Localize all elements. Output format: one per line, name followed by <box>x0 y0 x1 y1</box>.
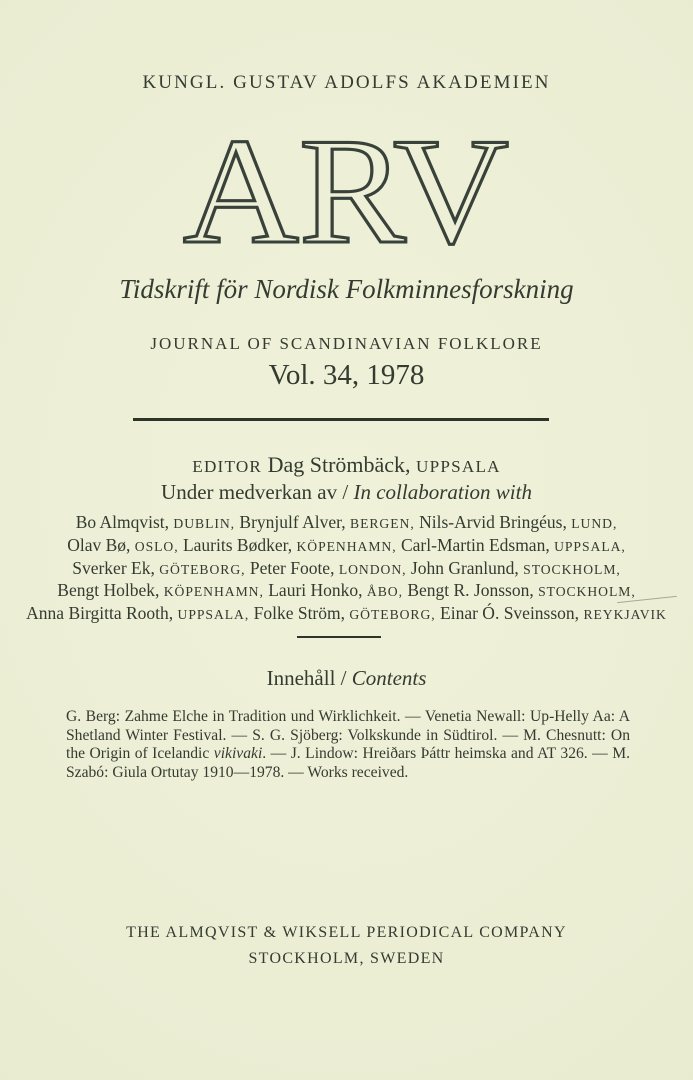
text-segment: BERGEN, <box>350 516 415 531</box>
arv-logo-text: ARV <box>183 118 509 270</box>
text-segment: Dag Strömbäck, <box>262 452 417 477</box>
text-segment: Bengt R. Jonsson, <box>402 580 539 601</box>
collaborators-list <box>0 512 693 626</box>
text-segment: Folke Ström, <box>249 603 350 624</box>
text-segment: EDITOR <box>192 457 263 476</box>
text-segment: UPPSALA, <box>177 607 250 623</box>
collaborators-line-1 <box>0 512 693 535</box>
text-segment: STOCKHOLM, <box>538 584 636 600</box>
text-segment: Brynjulf Alver, <box>235 512 351 532</box>
volume-year-line: Vol. 34, 1978 <box>268 359 425 391</box>
text-segment: Peter Foote, <box>245 557 339 578</box>
text-segment: Sverker Ek, <box>72 557 160 578</box>
text-segment: REYKJAVIK <box>583 607 667 623</box>
text-segment: STOCKHOLM, <box>523 561 621 577</box>
text-segment: vikivaki <box>213 745 263 763</box>
text-segment: G. Berg: Zahme Elche in Tradition und Wirklichkeit. — Venetia Newall: Up-Helly Aa: A Shetland Winter Festival. — S. G. Sjöberg: Volkskunde in Südtirol. — M. Chesnutt: On the Origin of Icelandic <box>66 708 630 763</box>
text-segment: In collaboration with <box>353 480 532 504</box>
collaborators-line-5 <box>0 603 693 626</box>
editor-line <box>0 452 693 478</box>
text-segment: Lauri Honko, <box>263 580 367 601</box>
text-segment: John Granlund, <box>406 557 524 578</box>
contents-heading <box>0 666 693 691</box>
text-segment: UPPSALA, <box>554 538 626 554</box>
text-segment: LONDON, <box>338 561 407 577</box>
text-segment: Olav Bø, <box>67 534 135 555</box>
text-segment: GÖTEBORG, <box>159 561 246 577</box>
publisher-name: THE ALMQVIST & WIKSELL PERIODICAL COMPANY <box>126 924 567 941</box>
horizontal-rule <box>133 418 549 421</box>
text-segment: Nils-Arvid Bringéus, <box>414 512 572 532</box>
text-segment: LUND, <box>571 516 618 531</box>
text-segment: ÅBO, <box>366 584 403 600</box>
text-segment: Innehåll / <box>266 666 352 690</box>
collaborators-line-4 <box>0 580 693 603</box>
text-segment: KÖPENHAMN, <box>296 538 397 554</box>
text-segment: Contents <box>351 666 427 690</box>
text-segment: Carl-Martin Edsman, <box>396 534 555 555</box>
journal-subtitle-english: JOURNAL OF SCANDINAVIAN FOLKLORE <box>150 334 543 353</box>
text-segment: OSLO, <box>134 538 179 554</box>
journal-subtitle-swedish: Tidskrift för Nordisk Folkminnesforskning <box>119 274 574 304</box>
text-segment: KÖPENHAMN, <box>163 584 264 600</box>
text-segment: Laurits Bødker, <box>178 534 297 555</box>
text-segment: . — J. Lindow: Hreiðars Þáttr heimska and AT 326. — M. Szabó: Giula Ortutay 1910—1978. — Works received. <box>66 745 630 781</box>
publisher-location: STOCKHOLM, SWEDEN <box>248 950 445 967</box>
text-segment: Bo Almqvist, <box>75 512 174 532</box>
text-segment: Einar Ó. Sveinsson, <box>435 603 584 624</box>
text-segment: UPPSALA <box>416 457 501 476</box>
text-segment: DUBLIN, <box>173 516 236 531</box>
academy-name: KUNGL. GUSTAV ADOLFS AKADEMIEN <box>142 72 551 93</box>
short-divider-rule <box>297 636 381 638</box>
text-segment: GÖTEBORG, <box>349 607 436 623</box>
arv-logo <box>0 118 693 270</box>
publisher-block <box>0 920 693 972</box>
text-segment: Bengt Holbek, <box>57 580 164 601</box>
collaboration-intro-line <box>0 480 693 505</box>
collaborators-line-3 <box>0 558 693 581</box>
collaborators-line-2 <box>0 535 693 558</box>
text-segment: Under medverkan av / <box>161 480 354 504</box>
contents-summary-paragraph <box>66 708 630 782</box>
text-segment: Anna Birgitta Rooth, <box>26 603 178 624</box>
